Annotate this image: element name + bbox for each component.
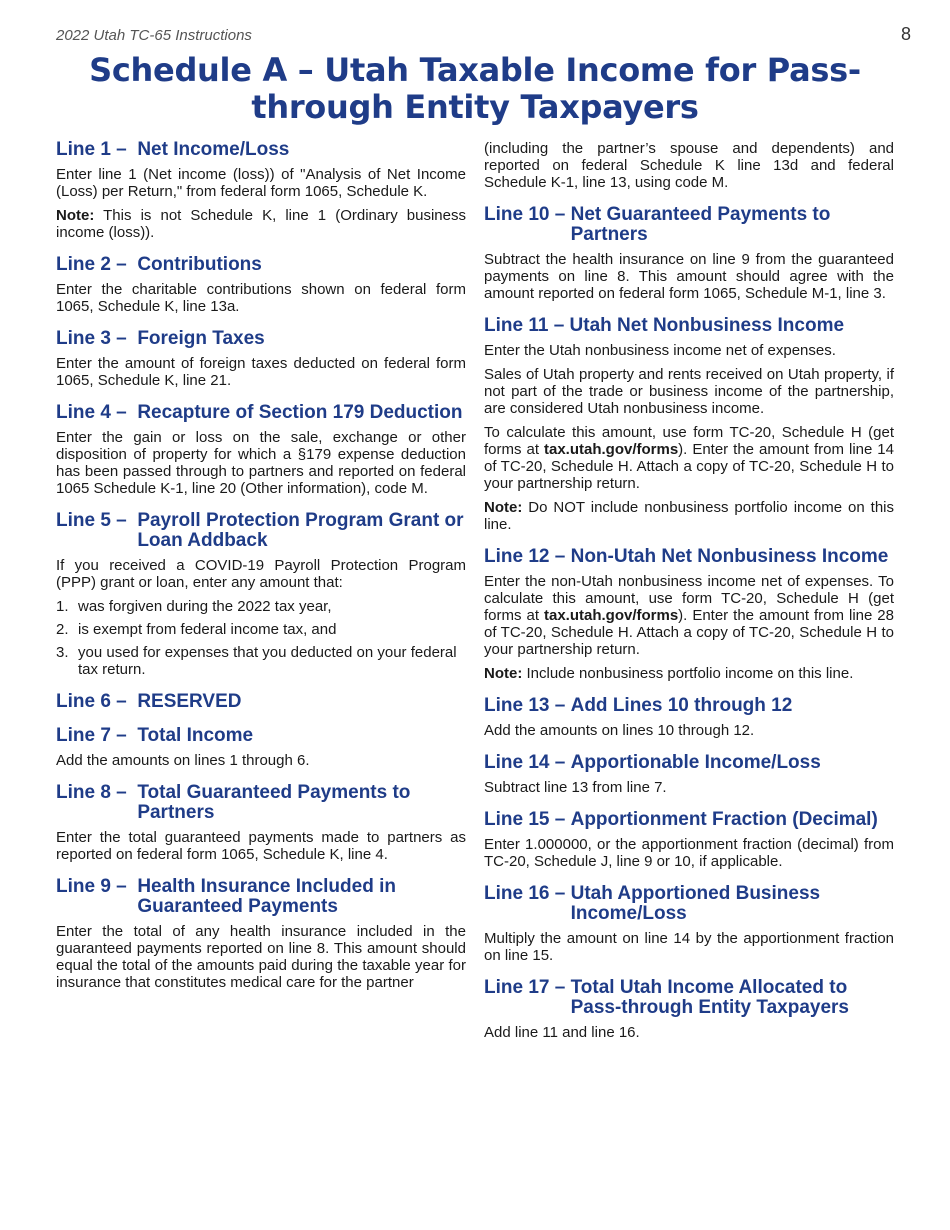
section-heading — [484, 547, 894, 567]
list-item — [56, 621, 466, 638]
line-number: Line 12 – — [484, 546, 571, 567]
paragraph: Enter the total of any health insurance included in the guaranteed payments reported on line 8. This amount should equal the total of the amounts paid during the taxable year for insurance that constitutes medical care for the partner — [56, 923, 466, 991]
line-number: Line 15 – — [484, 809, 571, 830]
paragraph: Enter the amount of foreign taxes deducted on federal form 1065, Schedule K, line 21. — [56, 355, 466, 389]
section-line-16 — [484, 884, 894, 964]
numbered-list — [56, 598, 466, 678]
section-line-7 — [56, 726, 466, 769]
line-number: Line 2 – — [56, 254, 138, 275]
line-number: Line 4 – — [56, 402, 138, 423]
left-column — [56, 140, 466, 998]
right-column — [484, 140, 894, 1048]
note-paragraph — [484, 499, 894, 533]
heading-text: Total Utah Income Allocated to Pass-through Entity Taxpayers — [570, 977, 849, 1018]
page-title-line-1: Schedule A – Utah Taxable Income for Pass- — [89, 51, 861, 89]
list-item — [56, 598, 466, 615]
forms-link: tax.utah.gov/forms — [543, 441, 679, 458]
line-number: Line 1 – — [56, 139, 138, 160]
line-number: Line 7 – — [56, 725, 138, 746]
list-number: 3. — [56, 644, 69, 661]
list-item — [56, 644, 466, 678]
line-number: Line 17 – — [484, 977, 571, 998]
section-line-6 — [56, 692, 466, 712]
line-number: Line 8 – — [56, 782, 138, 803]
note-text: This is not Schedule K, line 1 (Ordinary business income (loss)). — [56, 207, 466, 241]
paragraph: Add the amounts on lines 1 through 6. — [56, 752, 310, 769]
section-line-5 — [56, 511, 466, 678]
list-text: is exempt from federal income tax, and — [78, 621, 337, 638]
line-number: Line 16 – — [484, 883, 571, 904]
heading-text: Net Income/Loss — [137, 139, 290, 160]
section-line-9 — [56, 877, 466, 991]
heading-text: Recapture of Section 179 Deduction — [137, 402, 463, 423]
section-line-12 — [484, 547, 894, 682]
text-run: Enter the non-Utah nonbusiness income net of expenses. To calculate this amount, use form TC-20, Schedule H (get forms at — [484, 573, 894, 624]
section-line-3 — [56, 329, 466, 389]
line-number: Line 3 – — [56, 328, 138, 349]
section-heading — [484, 205, 894, 245]
section-heading — [56, 403, 466, 423]
section-line-17 — [484, 978, 894, 1041]
paragraph: Add line 11 and line 16. — [484, 1024, 640, 1041]
heading-text: Total Guaranteed Payments to Partners — [137, 782, 411, 823]
paragraph: Enter 1.000000, or the apportionment fraction (decimal) from TC-20, Schedule J, line 9 or 10, if applicable. — [484, 836, 894, 870]
section-heading — [484, 810, 894, 830]
list-text: was forgiven during the 2022 tax year, — [78, 598, 332, 615]
section-line-9-continued — [484, 140, 894, 191]
section-heading — [484, 316, 894, 336]
note-paragraph — [56, 207, 466, 241]
heading-text: Health Insurance Included in Guaranteed Payments — [137, 876, 396, 917]
paragraph: Subtract the health insurance on line 9 from the guaranteed payments on line 8. This amount should agree with the amount reported on federal form 1065, Schedule M-1, line 3. — [484, 251, 894, 302]
heading-text: Utah Apportioned Business Income/Loss — [570, 883, 821, 924]
paragraph: Multiply the amount on line 14 by the apportionment fraction on line 15. — [484, 930, 894, 964]
text-run: ). Enter the amount from line 14 of TC-20, Schedule H. Attach a copy of TC-20, Schedule H to your partnership return. — [484, 441, 894, 492]
heading-text: Payroll Protection Program Grant or Loan Addback — [137, 510, 464, 551]
heading-text: Total Income — [137, 725, 254, 746]
section-line-14 — [484, 753, 894, 796]
text-run: To calculate this amount, use form TC-20, Schedule H (get forms at — [484, 424, 894, 458]
section-line-15 — [484, 810, 894, 870]
forms-link: tax.utah.gov/forms — [543, 607, 679, 624]
paragraph: (including the partner’s spouse and dependents) and reported on federal Schedule K line 13d and federal Schedule K-1, line 13, using code M. — [484, 140, 894, 191]
heading-text: RESERVED — [137, 691, 242, 712]
section-line-4 — [56, 403, 466, 497]
section-heading — [56, 726, 466, 746]
note-paragraph — [484, 665, 894, 682]
section-line-10 — [484, 205, 894, 302]
line-number: Line 11 – — [484, 315, 570, 336]
paragraph: Enter the charitable contributions shown on federal form 1065, Schedule K, line 13a. — [56, 281, 466, 315]
text-run: ). Enter the amount from line 28 of TC-20, Schedule H. Attach a copy of TC-20, Schedule H to your partnership return. — [484, 607, 894, 658]
section-heading — [56, 511, 466, 551]
section-heading — [56, 255, 466, 275]
paragraph: Sales of Utah property and rents received on Utah property, if not part of the trade or business income of the partnership, are considered Utah nonbusiness income. — [484, 366, 894, 417]
heading-text: Apportionable Income/Loss — [570, 752, 821, 773]
paragraph: Enter the Utah nonbusiness income net of expenses. — [484, 342, 836, 359]
note-label: Note: — [484, 499, 523, 516]
paragraph — [484, 424, 894, 492]
line-number: Line 6 – — [56, 691, 138, 712]
section-line-8 — [56, 783, 466, 863]
list-number: 2. — [56, 621, 69, 638]
heading-text: Net Guaranteed Payments to Partners — [570, 204, 831, 245]
heading-text: Apportionment Fraction (Decimal) — [570, 809, 878, 830]
paragraph — [484, 573, 894, 658]
section-heading — [484, 884, 894, 924]
line-number: Line 14 – — [484, 752, 571, 773]
heading-text: Utah Net Nonbusiness Income — [569, 315, 845, 336]
note-text: Do NOT include nonbusiness portfolio income on this line. — [484, 499, 894, 533]
page-title-line-2: through Entity Taxpayers — [251, 88, 699, 126]
note-text: Include nonbusiness portfolio income on this line. — [522, 665, 854, 682]
section-heading — [484, 978, 894, 1018]
section-line-1 — [56, 140, 466, 241]
paragraph: Enter the gain or loss on the sale, exchange or other disposition of property for which a §179 expense deduction has been passed through to partners and reported on federal 1065 Schedule K-1, line 20 (Other information), code M. — [56, 429, 466, 497]
section-line-13 — [484, 696, 894, 739]
page-title — [40, 52, 910, 126]
section-heading — [484, 696, 894, 716]
heading-text: Non-Utah Net Nonbusiness Income — [570, 546, 889, 567]
section-heading — [484, 753, 894, 773]
paragraph: Subtract line 13 from line 7. — [484, 779, 667, 796]
section-heading — [56, 140, 466, 160]
section-heading — [56, 877, 466, 917]
paragraph: Enter the total guaranteed payments made to partners as reported on federal form 1065, Schedule K, line 4. — [56, 829, 466, 863]
section-heading — [56, 692, 466, 712]
paragraph: Enter line 1 (Net income (loss)) of "Analysis of Net Income (Loss) per Return," from federal form 1065, Schedule K. — [56, 166, 466, 200]
section-line-2 — [56, 255, 466, 315]
line-number: Line 13 – — [484, 695, 571, 716]
line-number: Line 5 – — [56, 510, 138, 531]
heading-text: Contributions — [137, 254, 262, 275]
list-text: you used for expenses that you deducted on your federal tax return. — [78, 644, 457, 678]
heading-text: Foreign Taxes — [137, 328, 265, 349]
section-heading — [56, 329, 466, 349]
note-label: Note: — [56, 207, 95, 224]
section-line-11 — [484, 316, 894, 533]
line-number: Line 10 – — [484, 204, 571, 225]
section-heading — [56, 783, 466, 823]
heading-text: Add Lines 10 through 12 — [570, 695, 793, 716]
note-label: Note: — [484, 665, 523, 682]
paragraph: If you received a COVID-19 Payroll Protection Program (PPP) grant or loan, enter any amount that: — [56, 557, 466, 591]
list-number: 1. — [56, 598, 69, 615]
running-head: 2022 Utah TC-65 Instructions — [56, 27, 252, 44]
page-number: 8 — [900, 24, 911, 44]
paragraph: Add the amounts on lines 10 through 12. — [484, 722, 755, 739]
line-number: Line 9 – — [56, 876, 138, 897]
